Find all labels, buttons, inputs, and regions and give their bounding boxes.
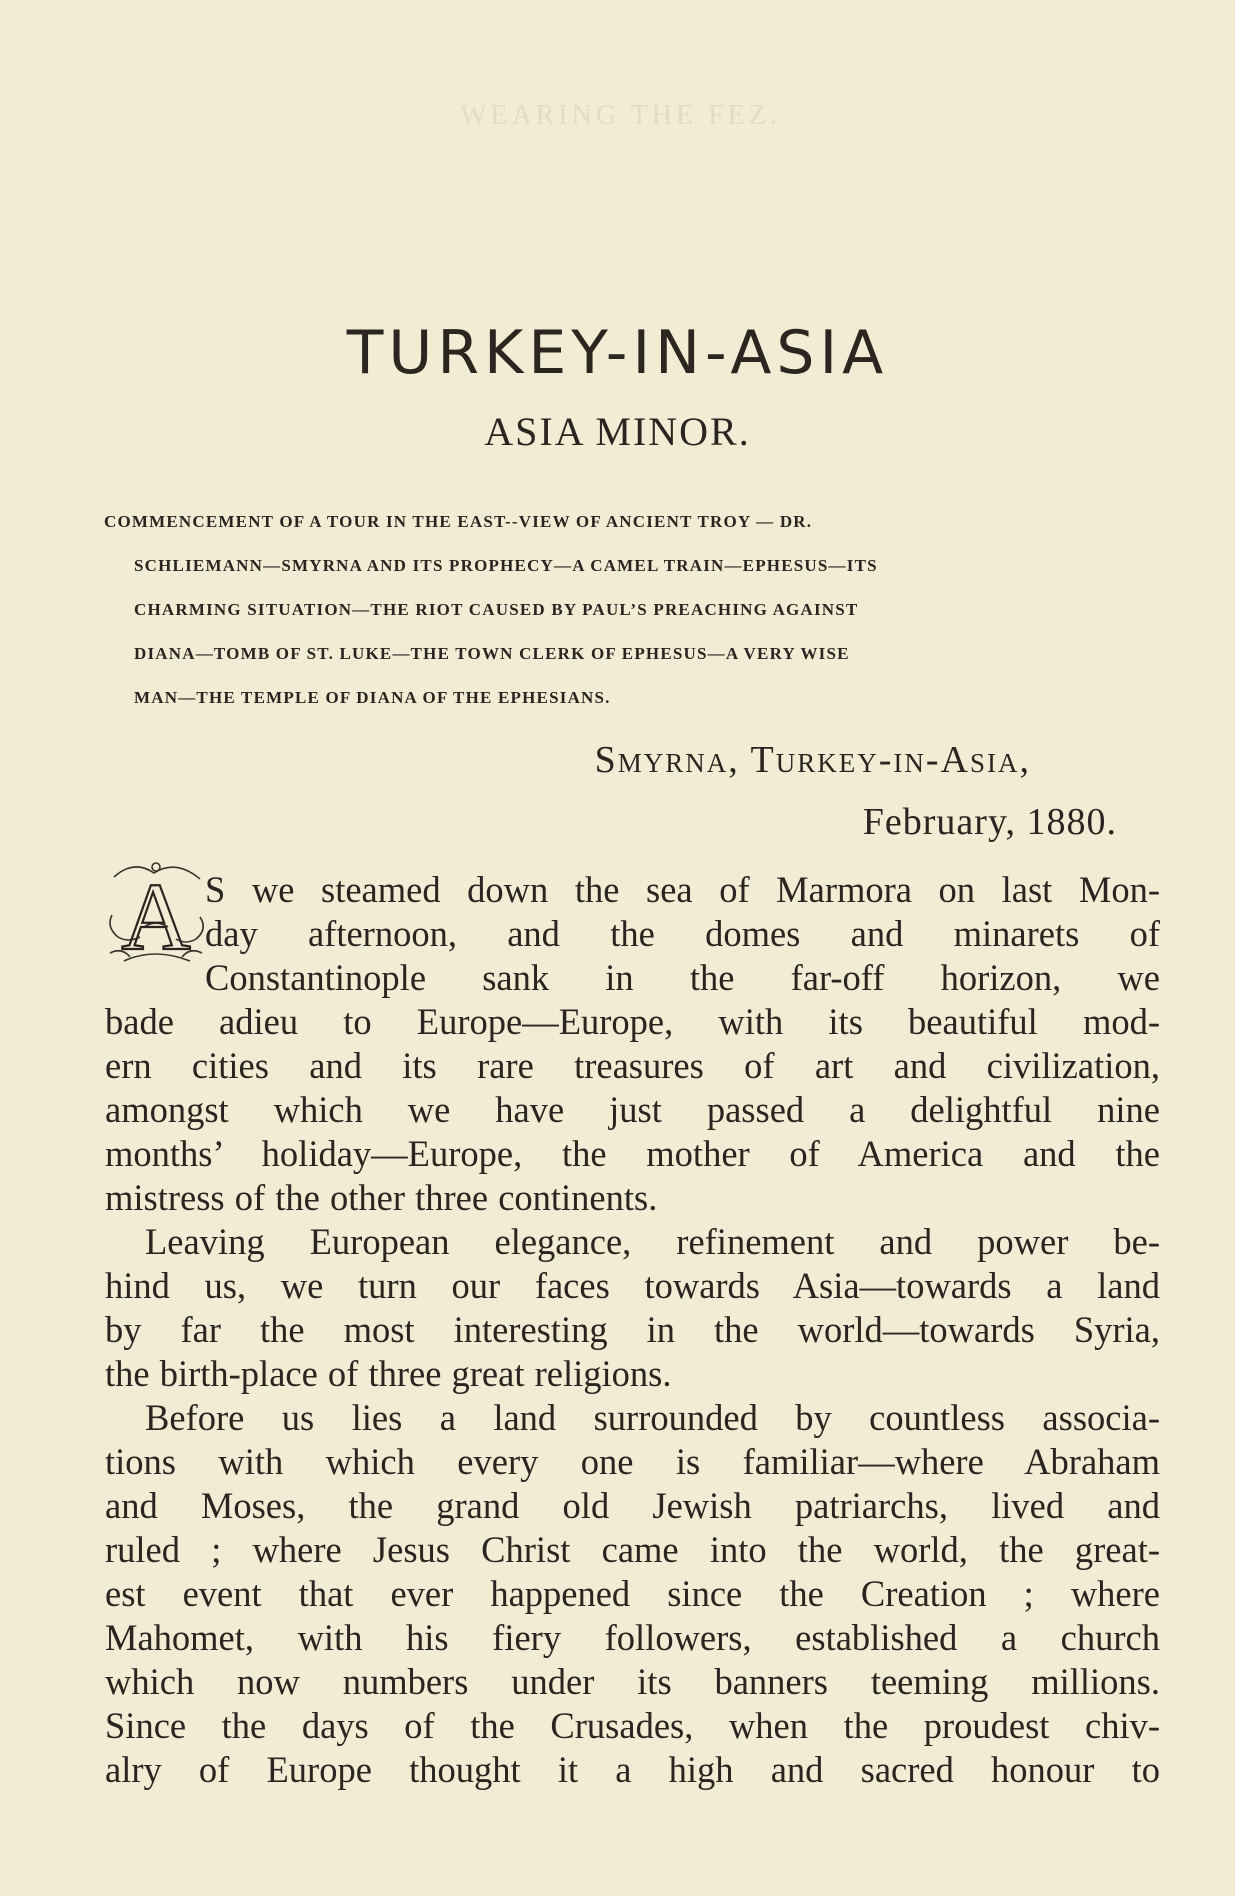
text-line: ruled ; where Jesus Christ came into the world, the great- — [105, 1529, 1160, 1570]
text-line: S we steamed down the sea of Marmora on last Mon- — [205, 869, 1160, 910]
page-title: TURKEY-IN-ASIA — [346, 318, 889, 389]
ornamental-drop-cap — [104, 857, 208, 973]
text-line: Leaving European elegance, refinement and power be- — [145, 1221, 1160, 1262]
summary-line: COMMENCEMENT OF A TOUR IN THE EAST--VIEW OF ANCIENT TROY — DR. — [104, 512, 813, 531]
text-line: which now numbers under its banners teeming millions. — [105, 1661, 1160, 1702]
dateline-place: Smyrna, Turkey-in-Asia, — [594, 739, 1031, 781]
bleed-through-text: WEARING THE FEZ. — [460, 100, 781, 131]
body-text — [105, 1000, 1160, 1792]
text-line: mistress of the other three continents. — [105, 1177, 658, 1218]
drop-cap-letter: A — [121, 863, 191, 970]
text-line: bade adieu to Europe—Europe, with its beautiful mod- — [105, 1001, 1160, 1042]
text-line: ern cities and its rare treasures of art and civilization, — [105, 1045, 1160, 1086]
text-line: est event that ever happened since the Creation ; where — [105, 1573, 1160, 1614]
summary-line: MAN—THE TEMPLE OF DIANA OF THE EPHESIANS. — [134, 688, 611, 707]
text-line: Since the days of the Crusades, when the proudest chiv- — [105, 1705, 1160, 1746]
chapter-subtitle: ASIA MINOR. — [484, 409, 751, 454]
text-line: and Moses, the grand old Jewish patriarchs, lived and — [105, 1485, 1160, 1526]
text-line: Before us lies a land surrounded by countless associa- — [145, 1397, 1160, 1438]
text-line: alry of Europe thought it a high and sacred honour to — [105, 1749, 1160, 1790]
text-line: amongst which we have just passed a delightful nine — [105, 1089, 1160, 1130]
summary-line: SCHLIEMANN—SMYRNA AND ITS PROPHECY—A CAMEL TRAIN—EPHESUS—ITS — [134, 556, 878, 575]
drop-cap-paragraph-lines — [205, 868, 1160, 1000]
text-line: by far the most interesting in the world—towards Syria, — [105, 1309, 1160, 1350]
text-line: day afternoon, and the domes and minarets of — [205, 913, 1160, 954]
dateline-date: February, 1880. — [862, 801, 1117, 843]
text-line: tions with which every one is familiar—where Abraham — [105, 1441, 1160, 1482]
summary-line: CHARMING SITUATION—THE RIOT CAUSED BY PAUL’S PREACHING AGAINST — [134, 600, 859, 619]
summary-line: DIANA—TOMB OF ST. LUKE—THE TOWN CLERK OF EPHESUS—A VERY WISE — [134, 644, 850, 663]
text-line: the birth-place of three great religions. — [105, 1353, 672, 1394]
text-line: hind us, we turn our faces towards Asia—towards a land — [105, 1265, 1160, 1306]
chapter-summary — [104, 500, 1159, 720]
text-line: months’ holiday—Europe, the mother of America and the — [105, 1133, 1160, 1174]
text-line: Constantinople sank in the far-off horizon, we — [205, 957, 1160, 998]
text-line: Mahomet, with his fiery followers, established a church — [105, 1617, 1160, 1658]
